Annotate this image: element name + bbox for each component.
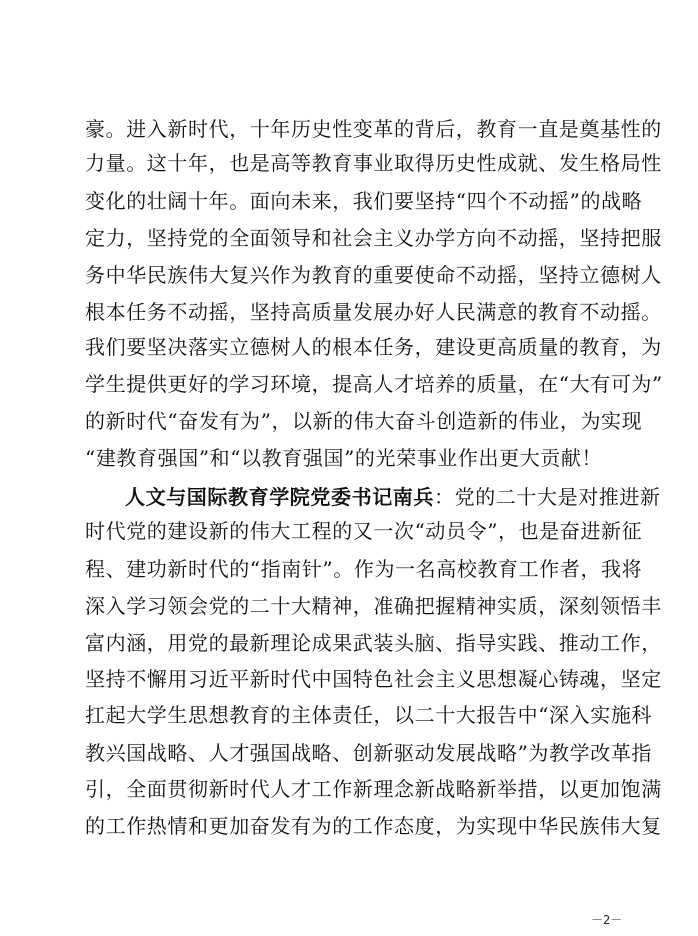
paragraph-2-line-7: 扛起大学生思想教育的主体责任，以二十大报告中“深入实施科 <box>85 703 653 727</box>
paragraph-1-line-7: 我们要坚决落实立德树人的根本任务，建设更高质量的教育，为 <box>85 335 662 359</box>
paragraph-2-line-2: 时代党的建设新的伟大工程的又一次“动员令”，也是奋进新征 <box>85 519 643 543</box>
paragraph-1-line-2: 力量。这十年，也是高等教育事业取得历史性成就、发生格局性 <box>85 151 662 175</box>
paragraph-1-line-3: 变化的壮阔十年。面向未来，我们要坚持“四个不动摇”的战略 <box>85 189 643 213</box>
paragraph-2-line-4: 深入学习领会党的二十大精神，准确把握精神实质，深刻领悟丰 <box>85 594 662 618</box>
paragraph-2-line-5: 富内涵，用党的最新理论成果武装头脑、指导实践、推动工作， <box>85 631 662 655</box>
paragraph-1-line-4: 定力，坚持党的全面领导和社会主义办学方向不动摇，坚持把服 <box>85 226 662 250</box>
paragraph-1-line-8: 学生提供更好的学习环境，提高人才培养的质量，在“大有可为” <box>85 372 663 396</box>
paragraph-2-line-1 <box>125 482 661 512</box>
paragraph-1-line-1: 豪。进入新时代，十年历史性变革的背后，教育一直是奠基性的 <box>85 117 662 141</box>
paragraph-1-line-10: “建教育强国”和“以教育强国”的光荣事业作出更大贡献！ <box>85 446 603 470</box>
paragraph-2-line-6: 坚持不懈用习近平新时代中国特色社会主义思想凝心铸魂，坚定 <box>85 667 662 691</box>
paragraph-2-line-9: 引，全面贯彻新时代人才工作新理念新战略新举措，以更加饱满 <box>85 777 662 801</box>
paragraph-2-first-line-text: ：党的二十大是对推进新 <box>434 485 661 509</box>
paragraph-2-line-8: 教兴国战略、人才强国战略、创新驱动发展战略”为教学改革指 <box>85 741 653 765</box>
paragraph-1-line-6: 根本任务不动摇，坚持高质量发展办好人民满意的教育不动摇。 <box>85 300 662 324</box>
page-number: －2－ <box>591 913 623 927</box>
paragraph-1-line-9: 的新时代“奋发有为”，以新的伟大奋斗创造新的伟业，为实现 <box>85 409 643 433</box>
paragraph-1-line-5: 务中华民族伟大复兴作为教育的重要使命不动摇，坚持立德树人 <box>85 263 662 287</box>
paragraph-2-line-3: 程、建功新时代的“指南针”。作为一名高校教育工作者，我将 <box>85 557 643 581</box>
speaker-name: 人文与国际教育学院党委书记南兵 <box>125 485 434 509</box>
paragraph-2-line-10: 的工作热情和更加奋发有为的工作态度，为实现中华民族伟大复 <box>85 814 662 838</box>
